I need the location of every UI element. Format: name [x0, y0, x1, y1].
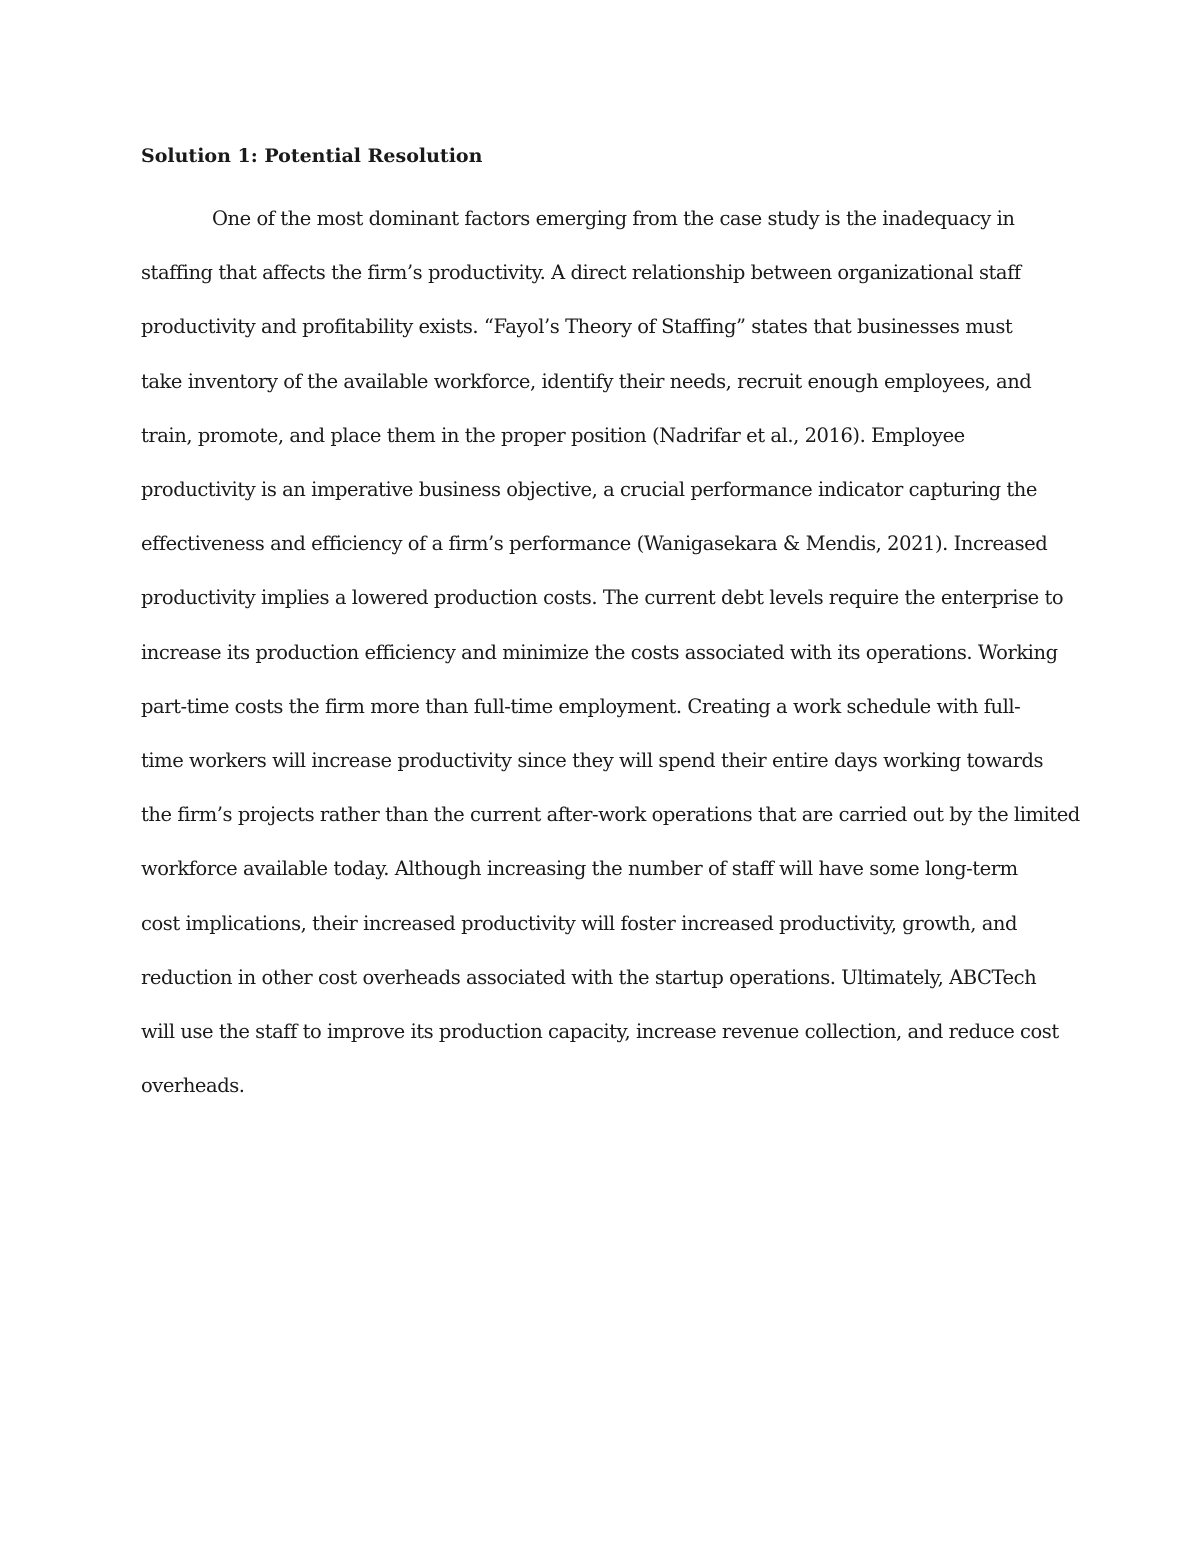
paragraph-line: workforce available today. Although increasing the number of staff will have some long-term [141, 857, 1018, 881]
paragraph-line: overheads. [141, 1074, 245, 1098]
paragraph-line: increase its production efficiency and minimize the costs associated with its operations. Working [141, 640, 1058, 664]
paragraph-line: the firm’s projects rather than the current after-work operations that are carried out by the limited [141, 803, 1080, 827]
paragraph-line: effectiveness and efficiency of a firm’s performance (Wanigasekara & Mendis, 2021). Increased [141, 532, 1048, 556]
section-heading: Solution 1: Potential Resolution [141, 145, 483, 167]
paragraph-line: time workers will increase productivity since they will spend their entire days working towards [141, 749, 1044, 773]
paragraph-line: train, promote, and place them in the proper position (Nadrifar et al., 2016). Employee [141, 423, 965, 447]
paragraph-line: staffing that affects the firm’s productivity. A direct relationship between organizational staff [141, 261, 1021, 285]
paragraph-line: One of the most dominant factors emerging from the case study is the inadequacy in [212, 207, 1015, 230]
document-body [141, 138, 1080, 1113]
paragraph [141, 192, 1080, 1113]
paragraph-line: take inventory of the available workforce, identify their needs, recruit enough employees, and [141, 369, 1032, 393]
paragraph-line: reduction in other cost overheads associated with the startup operations. Ultimately, ABCTech [141, 965, 1037, 989]
paragraph-line: part-time costs the firm more than full-time employment. Creating a work schedule with full- [141, 694, 1021, 718]
paragraph-line: cost implications, their increased productivity will foster increased productivity, growth, and [141, 911, 1018, 935]
paragraph-line: will use the staff to improve its production capacity, increase revenue collection, and reduce cost [141, 1020, 1059, 1044]
paragraph-line: productivity implies a lowered production costs. The current debt levels require the enterprise to [141, 586, 1064, 610]
paragraph-line: productivity and profitability exists. “Fayol’s Theory of Staffing” states that businesses must [141, 315, 1013, 339]
paragraph-line: productivity is an imperative business objective, a crucial performance indicator capturing the [141, 478, 1037, 502]
